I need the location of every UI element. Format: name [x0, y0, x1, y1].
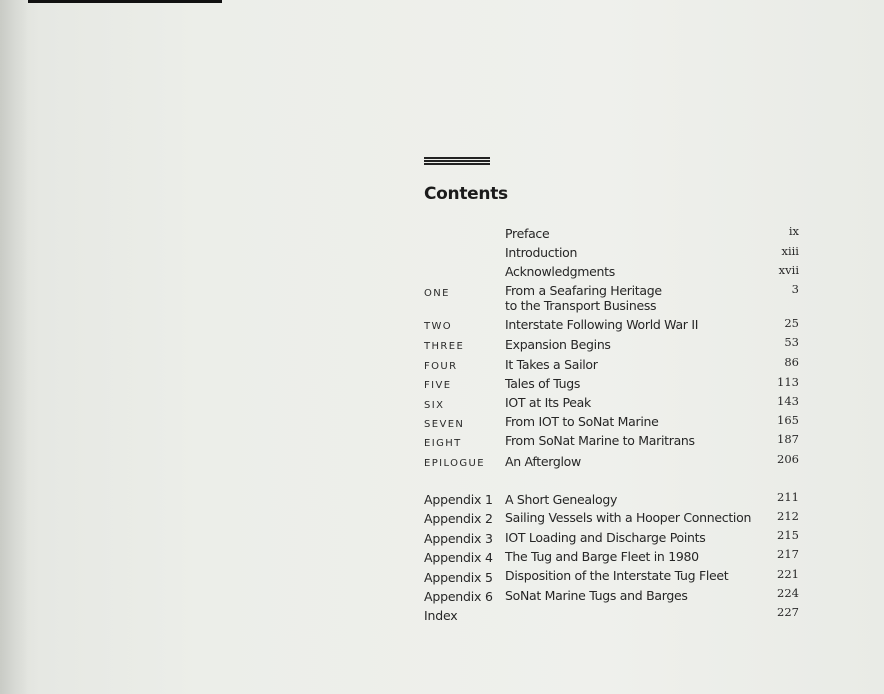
chapter-label: SEVEN [424, 419, 465, 430]
toc-entry-page: 212 [777, 509, 799, 523]
toc-entry-title: SoNat Marine Tugs and Barges [505, 588, 688, 603]
appendix-label: Appendix 2 [424, 511, 493, 526]
toc-entry-title: Preface [505, 226, 550, 241]
toc-entry-page: xvii [778, 263, 799, 277]
page-gutter-shadow [0, 0, 28, 694]
toc-entry-title: Interstate Following World War II [505, 317, 699, 332]
chapter-label: TWO [424, 321, 453, 332]
toc-entry-title: IOT at Its Peak [505, 395, 591, 410]
toc-entry-page: xiii [781, 244, 799, 258]
toc-entry-title-continued: to the Transport Business [505, 298, 657, 313]
chapter-label: SIX [424, 400, 445, 411]
toc-entry-page: ix [788, 224, 799, 238]
chapter-label: THREE [424, 341, 465, 352]
toc-entry-page: 25 [784, 316, 799, 330]
toc-entry-title: From a Seafaring Heritage [505, 283, 662, 298]
appendix-label: Appendix 6 [424, 589, 493, 604]
toc-entry-title: IOT Loading and Discharge Points [505, 530, 706, 545]
toc-entry-page: 165 [777, 413, 799, 427]
chapter-label: ONE [424, 288, 450, 299]
toc-entry-page: 215 [777, 528, 799, 542]
top-edge-strip [28, 0, 222, 3]
toc-entry-page: 113 [777, 375, 799, 389]
toc-entry-page: 143 [777, 394, 799, 408]
toc-entry-page: 227 [777, 605, 799, 619]
appendix-label: Appendix 3 [424, 531, 493, 546]
toc-entry-page: 53 [784, 335, 799, 349]
toc-entry-page: 221 [777, 567, 799, 581]
toc-entry-title: Sailing Vessels with a Hooper Connection [505, 510, 752, 525]
toc-entry-title: Introduction [505, 245, 578, 260]
toc-entry-page: 206 [777, 452, 799, 466]
chapter-label: EIGHT [424, 438, 462, 449]
index-label: Index [424, 608, 458, 623]
page-title: Contents [424, 184, 508, 204]
toc-entry-title: Disposition of the Interstate Tug Fleet [505, 568, 729, 583]
toc-entry-title: A Short Genealogy [505, 492, 618, 507]
toc-entry-page: 86 [784, 355, 799, 369]
appendix-label: Appendix 4 [424, 550, 493, 565]
chapter-label: FIVE [424, 380, 452, 391]
toc-entry-page: 211 [777, 490, 799, 504]
decorative-rule [424, 157, 490, 165]
toc-entry-title: The Tug and Barge Fleet in 1980 [505, 549, 699, 564]
chapter-label: FOUR [424, 361, 458, 372]
appendix-label: Appendix 5 [424, 570, 493, 585]
toc-entry-title: Expansion Begins [505, 337, 611, 352]
toc-entry-title: It Takes a Sailor [505, 357, 598, 372]
appendix-label: Appendix 1 [424, 492, 493, 507]
toc-entry-title: From SoNat Marine to Maritrans [505, 433, 695, 448]
chapter-label: EPILOGUE [424, 458, 485, 469]
toc-entry-page: 187 [777, 432, 799, 446]
toc-entry-page: 217 [777, 547, 799, 561]
toc-entry-title: From IOT to SoNat Marine [505, 414, 659, 429]
toc-entry-page: 3 [791, 282, 799, 296]
toc-entry-page: 224 [777, 586, 799, 600]
toc-entry-title: Tales of Tugs [505, 376, 581, 391]
toc-entry-title: Acknowledgments [505, 264, 615, 279]
toc-entry-title: An Afterglow [505, 454, 581, 469]
